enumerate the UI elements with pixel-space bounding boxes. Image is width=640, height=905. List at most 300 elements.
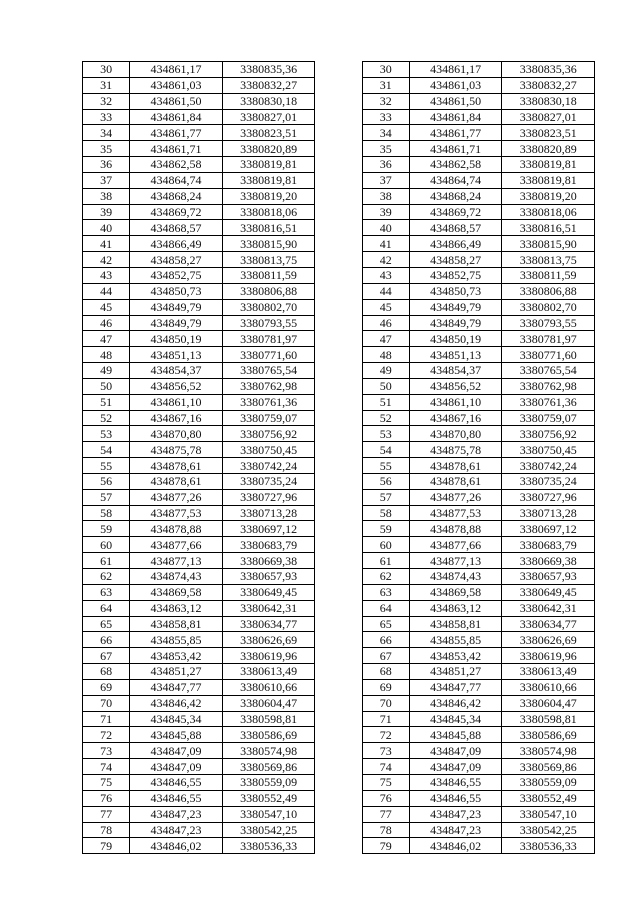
right-y-coordinate-cell: 3380569,86 bbox=[502, 759, 595, 775]
left-x-coordinate-cell: 434847,09 bbox=[130, 743, 223, 759]
left-y-coordinate-cell: 3380781,97 bbox=[222, 331, 315, 347]
column-gap bbox=[315, 632, 362, 648]
column-gap bbox=[315, 109, 362, 125]
right-point-number-cell: 51 bbox=[362, 394, 409, 410]
coordinate-table-sheet bbox=[82, 61, 595, 854]
right-y-coordinate-cell: 3380634,77 bbox=[502, 616, 595, 632]
column-gap bbox=[315, 743, 362, 759]
table-row bbox=[83, 109, 595, 125]
right-y-coordinate-cell: 3380626,69 bbox=[502, 632, 595, 648]
table-row bbox=[83, 252, 595, 268]
right-x-coordinate-cell: 434847,77 bbox=[409, 679, 502, 695]
column-gap bbox=[315, 62, 362, 78]
right-point-number-cell: 72 bbox=[362, 727, 409, 743]
right-point-number-cell: 52 bbox=[362, 410, 409, 426]
left-x-coordinate-cell: 434868,24 bbox=[130, 188, 223, 204]
right-y-coordinate-cell: 3380552,49 bbox=[502, 790, 595, 806]
right-y-coordinate-cell: 3380815,90 bbox=[502, 236, 595, 252]
left-y-coordinate-cell: 3380669,38 bbox=[222, 553, 315, 569]
left-y-coordinate-cell: 3380619,96 bbox=[222, 648, 315, 664]
left-y-coordinate-cell: 3380820,89 bbox=[222, 141, 315, 157]
left-x-coordinate-cell: 434846,02 bbox=[130, 838, 223, 854]
table-row bbox=[83, 743, 595, 759]
right-y-coordinate-cell: 3380756,92 bbox=[502, 426, 595, 442]
left-point-number-cell: 61 bbox=[83, 553, 130, 569]
left-point-number-cell: 57 bbox=[83, 489, 130, 505]
right-point-number-cell: 57 bbox=[362, 489, 409, 505]
column-gap bbox=[315, 378, 362, 394]
column-gap bbox=[315, 331, 362, 347]
left-y-coordinate-cell: 3380649,45 bbox=[222, 584, 315, 600]
right-y-coordinate-cell: 3380742,24 bbox=[502, 458, 595, 474]
left-point-number-cell: 41 bbox=[83, 236, 130, 252]
right-x-coordinate-cell: 434861,71 bbox=[409, 141, 502, 157]
left-y-coordinate-cell: 3380765,54 bbox=[222, 363, 315, 379]
left-point-number-cell: 42 bbox=[83, 252, 130, 268]
right-y-coordinate-cell: 3380727,96 bbox=[502, 489, 595, 505]
left-y-coordinate-cell: 3380802,70 bbox=[222, 299, 315, 315]
left-x-coordinate-cell: 434866,49 bbox=[130, 236, 223, 252]
right-y-coordinate-cell: 3380771,60 bbox=[502, 347, 595, 363]
right-point-number-cell: 77 bbox=[362, 806, 409, 822]
left-point-number-cell: 69 bbox=[83, 679, 130, 695]
left-x-coordinate-cell: 434847,23 bbox=[130, 822, 223, 838]
left-point-number-cell: 76 bbox=[83, 790, 130, 806]
right-x-coordinate-cell: 434864,74 bbox=[409, 172, 502, 188]
right-x-coordinate-cell: 434868,24 bbox=[409, 188, 502, 204]
left-y-coordinate-cell: 3380697,12 bbox=[222, 521, 315, 537]
right-y-coordinate-cell: 3380750,45 bbox=[502, 442, 595, 458]
column-gap bbox=[315, 157, 362, 173]
right-point-number-cell: 47 bbox=[362, 331, 409, 347]
left-x-coordinate-cell: 434875,78 bbox=[130, 442, 223, 458]
right-y-coordinate-cell: 3380813,75 bbox=[502, 252, 595, 268]
left-x-coordinate-cell: 434867,16 bbox=[130, 410, 223, 426]
left-y-coordinate-cell: 3380832,27 bbox=[222, 77, 315, 93]
left-x-coordinate-cell: 434878,61 bbox=[130, 458, 223, 474]
right-point-number-cell: 59 bbox=[362, 521, 409, 537]
column-gap bbox=[315, 679, 362, 695]
right-point-number-cell: 63 bbox=[362, 584, 409, 600]
table-row bbox=[83, 299, 595, 315]
right-point-number-cell: 34 bbox=[362, 125, 409, 141]
left-point-number-cell: 73 bbox=[83, 743, 130, 759]
left-y-coordinate-cell: 3380536,33 bbox=[222, 838, 315, 854]
right-x-coordinate-cell: 434878,61 bbox=[409, 473, 502, 489]
right-point-number-cell: 48 bbox=[362, 347, 409, 363]
right-x-coordinate-cell: 434861,10 bbox=[409, 394, 502, 410]
right-y-coordinate-cell: 3380823,51 bbox=[502, 125, 595, 141]
left-point-number-cell: 35 bbox=[83, 141, 130, 157]
left-point-number-cell: 75 bbox=[83, 774, 130, 790]
left-x-coordinate-cell: 434847,09 bbox=[130, 759, 223, 775]
right-y-coordinate-cell: 3380832,27 bbox=[502, 77, 595, 93]
left-x-coordinate-cell: 434855,85 bbox=[130, 632, 223, 648]
right-x-coordinate-cell: 434847,23 bbox=[409, 822, 502, 838]
right-x-coordinate-cell: 434858,27 bbox=[409, 252, 502, 268]
left-x-coordinate-cell: 434861,77 bbox=[130, 125, 223, 141]
left-point-number-cell: 65 bbox=[83, 616, 130, 632]
left-x-coordinate-cell: 434853,42 bbox=[130, 648, 223, 664]
left-x-coordinate-cell: 434845,88 bbox=[130, 727, 223, 743]
table-row bbox=[83, 473, 595, 489]
left-point-number-cell: 44 bbox=[83, 283, 130, 299]
left-point-number-cell: 39 bbox=[83, 204, 130, 220]
right-y-coordinate-cell: 3380697,12 bbox=[502, 521, 595, 537]
right-y-coordinate-cell: 3380619,96 bbox=[502, 648, 595, 664]
left-x-coordinate-cell: 434878,88 bbox=[130, 521, 223, 537]
left-point-number-cell: 78 bbox=[83, 822, 130, 838]
left-y-coordinate-cell: 3380819,81 bbox=[222, 172, 315, 188]
right-y-coordinate-cell: 3380762,98 bbox=[502, 378, 595, 394]
left-point-number-cell: 71 bbox=[83, 711, 130, 727]
column-gap bbox=[315, 442, 362, 458]
left-y-coordinate-cell: 3380823,51 bbox=[222, 125, 315, 141]
right-x-coordinate-cell: 434853,42 bbox=[409, 648, 502, 664]
left-y-coordinate-cell: 3380642,31 bbox=[222, 600, 315, 616]
left-y-coordinate-cell: 3380830,18 bbox=[222, 93, 315, 109]
left-y-coordinate-cell: 3380793,55 bbox=[222, 315, 315, 331]
right-y-coordinate-cell: 3380559,09 bbox=[502, 774, 595, 790]
left-point-number-cell: 34 bbox=[83, 125, 130, 141]
table-row bbox=[83, 727, 595, 743]
right-x-coordinate-cell: 434852,75 bbox=[409, 267, 502, 283]
right-y-coordinate-cell: 3380642,31 bbox=[502, 600, 595, 616]
right-point-number-cell: 37 bbox=[362, 172, 409, 188]
right-x-coordinate-cell: 434854,37 bbox=[409, 363, 502, 379]
right-point-number-cell: 46 bbox=[362, 315, 409, 331]
right-x-coordinate-cell: 434878,88 bbox=[409, 521, 502, 537]
right-point-number-cell: 69 bbox=[362, 679, 409, 695]
right-point-number-cell: 65 bbox=[362, 616, 409, 632]
right-point-number-cell: 67 bbox=[362, 648, 409, 664]
left-y-coordinate-cell: 3380750,45 bbox=[222, 442, 315, 458]
right-point-number-cell: 56 bbox=[362, 473, 409, 489]
right-x-coordinate-cell: 434846,42 bbox=[409, 695, 502, 711]
right-y-coordinate-cell: 3380819,81 bbox=[502, 157, 595, 173]
left-y-coordinate-cell: 3380811,59 bbox=[222, 267, 315, 283]
left-point-number-cell: 77 bbox=[83, 806, 130, 822]
right-y-coordinate-cell: 3380574,98 bbox=[502, 743, 595, 759]
right-x-coordinate-cell: 434862,58 bbox=[409, 157, 502, 173]
left-x-coordinate-cell: 434851,13 bbox=[130, 347, 223, 363]
column-gap bbox=[315, 267, 362, 283]
left-x-coordinate-cell: 434849,79 bbox=[130, 299, 223, 315]
right-x-coordinate-cell: 434863,12 bbox=[409, 600, 502, 616]
table-row bbox=[83, 410, 595, 426]
right-point-number-cell: 58 bbox=[362, 505, 409, 521]
left-y-coordinate-cell: 3380813,75 bbox=[222, 252, 315, 268]
left-point-number-cell: 59 bbox=[83, 521, 130, 537]
left-point-number-cell: 53 bbox=[83, 426, 130, 442]
left-point-number-cell: 30 bbox=[83, 62, 130, 78]
column-gap bbox=[315, 141, 362, 157]
column-gap bbox=[315, 711, 362, 727]
right-x-coordinate-cell: 434849,79 bbox=[409, 299, 502, 315]
left-y-coordinate-cell: 3380835,36 bbox=[222, 62, 315, 78]
left-y-coordinate-cell: 3380552,49 bbox=[222, 790, 315, 806]
right-point-number-cell: 40 bbox=[362, 220, 409, 236]
right-point-number-cell: 60 bbox=[362, 537, 409, 553]
left-x-coordinate-cell: 434868,57 bbox=[130, 220, 223, 236]
table-row bbox=[83, 220, 595, 236]
table-row bbox=[83, 157, 595, 173]
column-gap bbox=[315, 774, 362, 790]
right-x-coordinate-cell: 434858,81 bbox=[409, 616, 502, 632]
table-row bbox=[83, 236, 595, 252]
column-gap bbox=[315, 822, 362, 838]
left-point-number-cell: 40 bbox=[83, 220, 130, 236]
left-y-coordinate-cell: 3380626,69 bbox=[222, 632, 315, 648]
right-point-number-cell: 32 bbox=[362, 93, 409, 109]
left-y-coordinate-cell: 3380771,60 bbox=[222, 347, 315, 363]
left-point-number-cell: 67 bbox=[83, 648, 130, 664]
right-point-number-cell: 64 bbox=[362, 600, 409, 616]
table-row bbox=[83, 711, 595, 727]
right-point-number-cell: 68 bbox=[362, 664, 409, 680]
column-gap bbox=[315, 236, 362, 252]
left-point-number-cell: 55 bbox=[83, 458, 130, 474]
column-gap bbox=[315, 727, 362, 743]
right-point-number-cell: 55 bbox=[362, 458, 409, 474]
table-row bbox=[83, 394, 595, 410]
right-x-coordinate-cell: 434877,53 bbox=[409, 505, 502, 521]
table-row bbox=[83, 188, 595, 204]
column-gap bbox=[315, 188, 362, 204]
left-point-number-cell: 79 bbox=[83, 838, 130, 854]
column-gap bbox=[315, 283, 362, 299]
right-point-number-cell: 73 bbox=[362, 743, 409, 759]
left-x-coordinate-cell: 434877,53 bbox=[130, 505, 223, 521]
left-x-coordinate-cell: 434852,75 bbox=[130, 267, 223, 283]
right-x-coordinate-cell: 434861,84 bbox=[409, 109, 502, 125]
right-y-coordinate-cell: 3380759,07 bbox=[502, 410, 595, 426]
table-row bbox=[83, 204, 595, 220]
right-point-number-cell: 41 bbox=[362, 236, 409, 252]
left-x-coordinate-cell: 434846,42 bbox=[130, 695, 223, 711]
left-point-number-cell: 70 bbox=[83, 695, 130, 711]
left-y-coordinate-cell: 3380819,81 bbox=[222, 157, 315, 173]
column-gap bbox=[315, 299, 362, 315]
right-point-number-cell: 49 bbox=[362, 363, 409, 379]
right-x-coordinate-cell: 434846,02 bbox=[409, 838, 502, 854]
left-point-number-cell: 47 bbox=[83, 331, 130, 347]
column-gap bbox=[315, 473, 362, 489]
column-gap bbox=[315, 458, 362, 474]
left-y-coordinate-cell: 3380586,69 bbox=[222, 727, 315, 743]
column-gap bbox=[315, 426, 362, 442]
table-row bbox=[83, 442, 595, 458]
right-point-number-cell: 76 bbox=[362, 790, 409, 806]
left-x-coordinate-cell: 434861,84 bbox=[130, 109, 223, 125]
right-y-coordinate-cell: 3380613,49 bbox=[502, 664, 595, 680]
table-row bbox=[83, 363, 595, 379]
left-x-coordinate-cell: 434861,03 bbox=[130, 77, 223, 93]
right-y-coordinate-cell: 3380811,59 bbox=[502, 267, 595, 283]
left-y-coordinate-cell: 3380815,90 bbox=[222, 236, 315, 252]
right-y-coordinate-cell: 3380547,10 bbox=[502, 806, 595, 822]
right-point-number-cell: 62 bbox=[362, 569, 409, 585]
column-gap bbox=[315, 648, 362, 664]
left-point-number-cell: 31 bbox=[83, 77, 130, 93]
right-y-coordinate-cell: 3380819,20 bbox=[502, 188, 595, 204]
table-row bbox=[83, 521, 595, 537]
column-gap bbox=[315, 759, 362, 775]
table-row bbox=[83, 679, 595, 695]
left-point-number-cell: 32 bbox=[83, 93, 130, 109]
left-x-coordinate-cell: 434864,74 bbox=[130, 172, 223, 188]
left-y-coordinate-cell: 3380542,25 bbox=[222, 822, 315, 838]
column-gap bbox=[315, 790, 362, 806]
column-gap bbox=[315, 537, 362, 553]
column-gap bbox=[315, 489, 362, 505]
left-x-coordinate-cell: 434846,55 bbox=[130, 774, 223, 790]
right-y-coordinate-cell: 3380604,47 bbox=[502, 695, 595, 711]
column-gap bbox=[315, 553, 362, 569]
table-row bbox=[83, 774, 595, 790]
left-point-number-cell: 54 bbox=[83, 442, 130, 458]
left-y-coordinate-cell: 3380761,36 bbox=[222, 394, 315, 410]
right-point-number-cell: 75 bbox=[362, 774, 409, 790]
column-gap bbox=[315, 172, 362, 188]
right-point-number-cell: 78 bbox=[362, 822, 409, 838]
right-x-coordinate-cell: 434847,09 bbox=[409, 759, 502, 775]
right-point-number-cell: 66 bbox=[362, 632, 409, 648]
right-x-coordinate-cell: 434845,34 bbox=[409, 711, 502, 727]
left-x-coordinate-cell: 434863,12 bbox=[130, 600, 223, 616]
left-x-coordinate-cell: 434861,50 bbox=[130, 93, 223, 109]
right-y-coordinate-cell: 3380830,18 bbox=[502, 93, 595, 109]
right-x-coordinate-cell: 434869,72 bbox=[409, 204, 502, 220]
left-y-coordinate-cell: 3380569,86 bbox=[222, 759, 315, 775]
column-gap bbox=[315, 125, 362, 141]
left-point-number-cell: 52 bbox=[83, 410, 130, 426]
left-point-number-cell: 37 bbox=[83, 172, 130, 188]
left-y-coordinate-cell: 3380657,93 bbox=[222, 569, 315, 585]
column-gap bbox=[315, 204, 362, 220]
table-row bbox=[83, 695, 595, 711]
right-x-coordinate-cell: 434846,55 bbox=[409, 774, 502, 790]
right-point-number-cell: 30 bbox=[362, 62, 409, 78]
right-x-coordinate-cell: 434855,85 bbox=[409, 632, 502, 648]
table-row bbox=[83, 553, 595, 569]
column-gap bbox=[315, 695, 362, 711]
right-y-coordinate-cell: 3380820,89 bbox=[502, 141, 595, 157]
right-x-coordinate-cell: 434877,13 bbox=[409, 553, 502, 569]
left-point-number-cell: 38 bbox=[83, 188, 130, 204]
table-row bbox=[83, 77, 595, 93]
right-y-coordinate-cell: 3380536,33 bbox=[502, 838, 595, 854]
right-y-coordinate-cell: 3380802,70 bbox=[502, 299, 595, 315]
right-point-number-cell: 61 bbox=[362, 553, 409, 569]
right-x-coordinate-cell: 434856,52 bbox=[409, 378, 502, 394]
table-row bbox=[83, 172, 595, 188]
column-gap bbox=[315, 347, 362, 363]
right-y-coordinate-cell: 3380781,97 bbox=[502, 331, 595, 347]
right-x-coordinate-cell: 434851,13 bbox=[409, 347, 502, 363]
coordinate-table bbox=[82, 61, 595, 854]
left-y-coordinate-cell: 3380816,51 bbox=[222, 220, 315, 236]
left-point-number-cell: 72 bbox=[83, 727, 130, 743]
table-row bbox=[83, 569, 595, 585]
right-y-coordinate-cell: 3380657,93 bbox=[502, 569, 595, 585]
column-gap bbox=[315, 664, 362, 680]
left-y-coordinate-cell: 3380610,66 bbox=[222, 679, 315, 695]
table-row bbox=[83, 426, 595, 442]
column-gap bbox=[315, 315, 362, 331]
left-y-coordinate-cell: 3380727,96 bbox=[222, 489, 315, 505]
right-point-number-cell: 31 bbox=[362, 77, 409, 93]
right-y-coordinate-cell: 3380735,24 bbox=[502, 473, 595, 489]
column-gap bbox=[315, 252, 362, 268]
left-y-coordinate-cell: 3380547,10 bbox=[222, 806, 315, 822]
right-y-coordinate-cell: 3380818,06 bbox=[502, 204, 595, 220]
left-x-coordinate-cell: 434861,10 bbox=[130, 394, 223, 410]
right-y-coordinate-cell: 3380610,66 bbox=[502, 679, 595, 695]
left-x-coordinate-cell: 434846,55 bbox=[130, 790, 223, 806]
left-x-coordinate-cell: 434851,27 bbox=[130, 664, 223, 680]
right-point-number-cell: 44 bbox=[362, 283, 409, 299]
left-x-coordinate-cell: 434869,72 bbox=[130, 204, 223, 220]
table-row bbox=[83, 632, 595, 648]
left-x-coordinate-cell: 434856,52 bbox=[130, 378, 223, 394]
right-x-coordinate-cell: 434846,55 bbox=[409, 790, 502, 806]
left-y-coordinate-cell: 3380806,88 bbox=[222, 283, 315, 299]
left-y-coordinate-cell: 3380756,92 bbox=[222, 426, 315, 442]
left-point-number-cell: 36 bbox=[83, 157, 130, 173]
left-y-coordinate-cell: 3380683,79 bbox=[222, 537, 315, 553]
left-y-coordinate-cell: 3380759,07 bbox=[222, 410, 315, 426]
right-y-coordinate-cell: 3380827,01 bbox=[502, 109, 595, 125]
left-point-number-cell: 63 bbox=[83, 584, 130, 600]
left-x-coordinate-cell: 434877,66 bbox=[130, 537, 223, 553]
left-point-number-cell: 64 bbox=[83, 600, 130, 616]
left-x-coordinate-cell: 434845,34 bbox=[130, 711, 223, 727]
left-x-coordinate-cell: 434849,79 bbox=[130, 315, 223, 331]
right-y-coordinate-cell: 3380761,36 bbox=[502, 394, 595, 410]
right-x-coordinate-cell: 434868,57 bbox=[409, 220, 502, 236]
right-x-coordinate-cell: 434845,88 bbox=[409, 727, 502, 743]
left-y-coordinate-cell: 3380634,77 bbox=[222, 616, 315, 632]
right-y-coordinate-cell: 3380765,54 bbox=[502, 363, 595, 379]
right-x-coordinate-cell: 434851,27 bbox=[409, 664, 502, 680]
left-x-coordinate-cell: 434861,71 bbox=[130, 141, 223, 157]
left-point-number-cell: 46 bbox=[83, 315, 130, 331]
left-y-coordinate-cell: 3380827,01 bbox=[222, 109, 315, 125]
table-row bbox=[83, 822, 595, 838]
column-gap bbox=[315, 616, 362, 632]
left-y-coordinate-cell: 3380604,47 bbox=[222, 695, 315, 711]
coordinate-table-body bbox=[83, 62, 595, 854]
right-y-coordinate-cell: 3380649,45 bbox=[502, 584, 595, 600]
right-y-coordinate-cell: 3380819,81 bbox=[502, 172, 595, 188]
table-row bbox=[83, 584, 595, 600]
right-point-number-cell: 39 bbox=[362, 204, 409, 220]
left-y-coordinate-cell: 3380762,98 bbox=[222, 378, 315, 394]
right-y-coordinate-cell: 3380683,79 bbox=[502, 537, 595, 553]
left-point-number-cell: 68 bbox=[83, 664, 130, 680]
right-x-coordinate-cell: 434847,09 bbox=[409, 743, 502, 759]
right-x-coordinate-cell: 434870,80 bbox=[409, 426, 502, 442]
table-row bbox=[83, 62, 595, 78]
left-y-coordinate-cell: 3380574,98 bbox=[222, 743, 315, 759]
right-y-coordinate-cell: 3380669,38 bbox=[502, 553, 595, 569]
right-x-coordinate-cell: 434867,16 bbox=[409, 410, 502, 426]
left-y-coordinate-cell: 3380613,49 bbox=[222, 664, 315, 680]
table-row bbox=[83, 648, 595, 664]
column-gap bbox=[315, 600, 362, 616]
right-x-coordinate-cell: 434861,77 bbox=[409, 125, 502, 141]
